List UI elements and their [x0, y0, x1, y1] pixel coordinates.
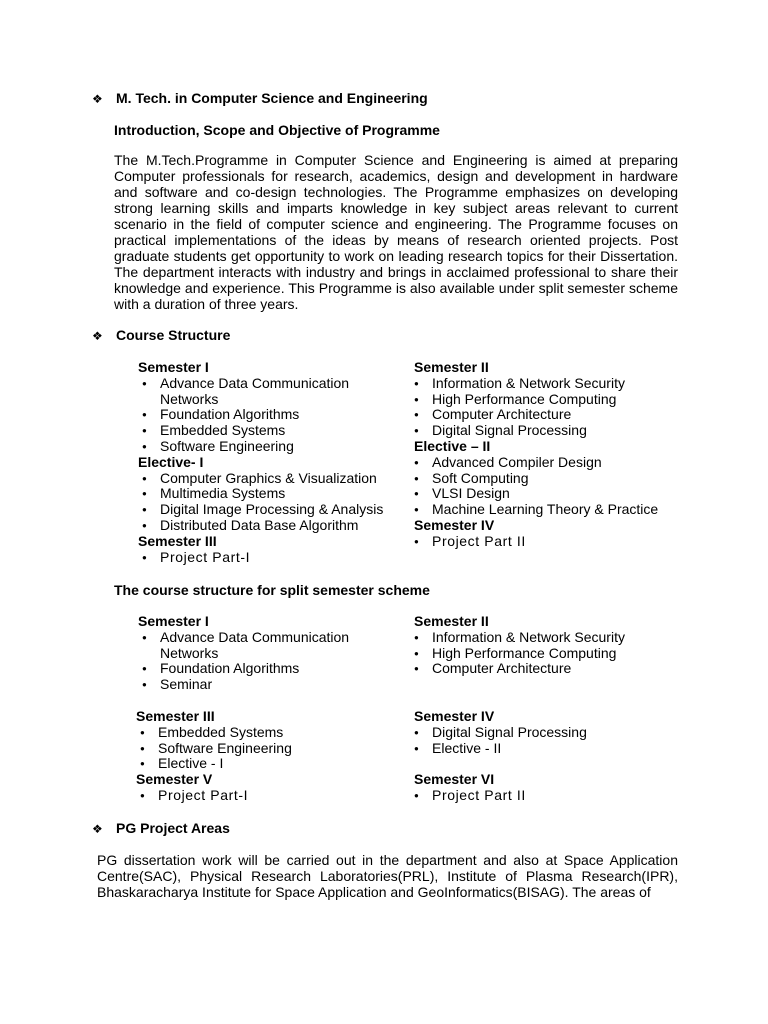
semester-list [136, 788, 396, 804]
course-item: ● Computer Graphics & Visualization [138, 471, 398, 487]
semester-list [138, 661, 398, 693]
semester-list [138, 407, 398, 454]
semester-title: Semester III [138, 532, 217, 549]
intro-paragraph: The M.Tech.Programme in Computer Science and Engineering is aimed at preparing Computer professionals for research, academics, design and development in hardware and software and co-design technologies. The Programme emphasizes on developing strong learning skills and imparts knowledge in key subject areas relevant to current scenario in the field of computer science and engineering. The Programme focuses on practical implementations of the ideas by means of research oriented projects. Post graduate students get opportunity to work on leading research topics for their Dissertation. The department interacts with industry and brings in acclaimed professional to share their knowledge and experience. This Programme is also available under split semester scheme with a duration of three years. [114, 152, 678, 312]
split-semester-1 [138, 614, 398, 693]
course-item: ● High Performance Computing [410, 646, 678, 662]
course-item: ● Information & Network Security [410, 376, 678, 392]
course-item: ● Distributed Data Base Algorithm [138, 518, 398, 534]
course-item: ● High Performance Computing [410, 392, 678, 408]
split-scheme-heading: The course structure for split semester scheme [114, 582, 430, 598]
course-item: ● Elective - II [410, 741, 678, 757]
semester-title: Semester III [136, 708, 215, 724]
semester-title: Semester V [136, 771, 213, 788]
diamond-bullet-icon: ❖ [92, 822, 103, 836]
course-item: ● Seminar [138, 677, 398, 693]
course-item: ● Soft Computing [410, 471, 678, 487]
course-item-continuation: Networks [160, 644, 219, 661]
course-item: ● VLSI Design [410, 486, 678, 502]
semester-list [410, 725, 678, 757]
course-item: ● Computer Architecture [410, 407, 678, 423]
elective-title: Elective – II [414, 437, 491, 454]
diamond-bullet-icon: ❖ [92, 329, 103, 343]
course-item: ● Embedded Systems [136, 725, 396, 741]
intro-heading: Introduction, Scope and Objective of Programme [114, 122, 440, 138]
semester-list [410, 376, 678, 439]
split-semester-4-6 [410, 709, 678, 804]
semester-title: Semester II [414, 613, 489, 629]
diamond-bullet-icon: ❖ [92, 92, 103, 106]
split-semester-3-5 [136, 709, 396, 804]
course-item: ● Project Part-I [136, 788, 396, 804]
course-item: ● Project Part-I [138, 550, 398, 566]
elective-title: Elective- I [138, 453, 204, 470]
course-item: ● Digital Signal Processing [410, 725, 678, 741]
semester-list [410, 630, 678, 677]
course-item-continuation: Networks [160, 390, 219, 407]
course-item: ● Software Engineering [136, 741, 396, 757]
regular-left-column [138, 360, 398, 565]
course-item: ● Embedded Systems [138, 423, 398, 439]
course-item: ● Software Engineering [138, 439, 398, 455]
elective-list [138, 471, 398, 534]
semester-list [136, 725, 396, 772]
course-item: ● Advanced Compiler Design [410, 455, 678, 471]
course-item: ● Foundation Algorithms [138, 407, 398, 423]
page-title: M. Tech. in Computer Science and Engineering [116, 90, 428, 106]
semester-title: Semester I [138, 613, 209, 629]
course-item: ● Information & Network Security [410, 630, 678, 646]
semester-list [138, 630, 398, 646]
semester-title: Semester II [414, 359, 489, 375]
course-item: ● Computer Architecture [410, 661, 678, 677]
semester-list [410, 534, 678, 550]
course-item: ● Foundation Algorithms [138, 661, 398, 677]
course-structure-heading: Course Structure [116, 327, 231, 343]
semester-title: Semester VI [414, 771, 495, 788]
semester-title: Semester IV [414, 708, 495, 724]
elective-list [410, 455, 678, 518]
semester-list [138, 550, 398, 566]
semester-list [410, 788, 678, 804]
regular-right-column [410, 360, 678, 550]
course-item: ● Project Part II [410, 788, 678, 804]
semester-list [138, 376, 398, 392]
split-semester-2 [410, 614, 678, 677]
course-item: ● Advance Data Communication [138, 630, 398, 646]
course-item: ● Elective - I [136, 756, 396, 772]
semester-title: Semester I [138, 359, 209, 375]
course-item: ● Digital Signal Processing [410, 423, 678, 439]
course-item: ● Multimedia Systems [138, 486, 398, 502]
course-item: ● Digital Image Processing & Analysis [138, 502, 398, 518]
course-item: ● Project Part II [410, 534, 678, 550]
pg-project-heading: PG Project Areas [116, 820, 230, 836]
course-item: ● Advance Data Communication [138, 376, 398, 392]
semester-title: Semester IV [414, 516, 495, 533]
course-item: ● Machine Learning Theory & Practice [410, 502, 678, 518]
pg-paragraph: PG dissertation work will be carried out in the department and also at Space Application Centre(SAC), Physical Research Laboratories(PRL), Institute of Plasma Research(IPR), Bhaskaracharya Institute for Space Application and GeoInformatics(BISAG). The areas of [97, 852, 678, 900]
